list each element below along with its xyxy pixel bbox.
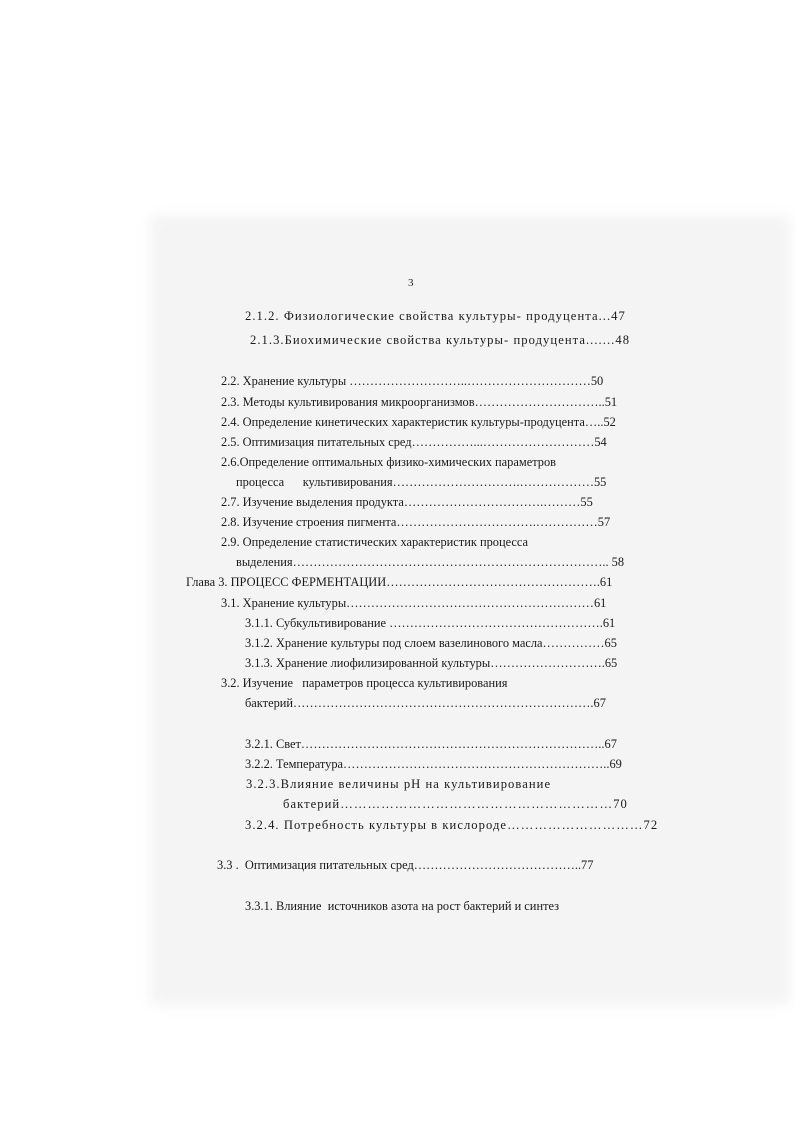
- toc-entry-2-6: 2.6.Определение оптимальных физико-химических параметров: [221, 455, 557, 469]
- toc-entry-3-3: 3.3 . Оптимизация питательных сред…………………………………..77: [217, 858, 594, 872]
- toc-chapter-3: Глава 3. ПРОЦЕСС ФЕРМЕНТАЦИИ…………………………………………….61: [186, 575, 613, 589]
- toc-entry-2-8: 2.8. Изучение строения пигмента…………………………….……………57: [221, 515, 611, 529]
- toc-entry-2-5: 2.5. Оптимизация питательных сред……………...………………………54: [221, 435, 607, 449]
- toc-entry-3-2: 3.2. Изучение параметров процесса культивирования: [221, 676, 508, 690]
- toc-entry-3-2-3: 3.2.3.Влияние величины pH на культивирование: [246, 777, 552, 791]
- toc-entry-2-7: 2.7. Изучение выделения продукта…………………………….………55: [221, 495, 593, 509]
- toc-entry-3-2-cont: бактерий……………………………………………………………….67: [245, 696, 606, 710]
- toc-entry-3-1-3: 3.1.3. Хранение лиофилизированной культуры……………………….65: [245, 656, 618, 670]
- page-number: 3: [408, 277, 414, 289]
- toc-entry-2-4: 2.4. Определение кинетических характеристик культуры-продуцента…..52: [221, 415, 616, 429]
- toc-entry-3-2-2: 3.2.2. Температура………………………………………………………..69: [245, 757, 622, 771]
- toc-entry-3-2-4: 3.2.4. Потребность культуры в кислороде…………………………72: [245, 818, 659, 832]
- toc-entry-3-2-3-cont: бактерий……………………………………………………70: [283, 797, 628, 811]
- toc-entry-3-2-1: 3.2.1. Свет………………………………………………………………..67: [245, 737, 617, 751]
- toc-entry-3-1: 3.1. Хранение культуры……………………………………………………61: [221, 596, 607, 610]
- toc-entry-2-1-3: 2.1.3.Биохимические свойства культуры- продуцента.......48: [250, 333, 631, 347]
- toc-entry-3-1-2: 3.1.2. Хранение культуры под слоем вазелинового масла……………65: [245, 636, 617, 650]
- toc-entry-3-3-1: 3.3.1. Влияние источников азота на рост бактерий и синтез: [245, 899, 560, 913]
- toc-entry-2-2: 2.2. Хранение культуры ………………………..…………………………50: [221, 374, 604, 388]
- toc-entry-2-9: 2.9. Определение статистических характеристик процесса: [221, 535, 529, 549]
- toc-entry-2-3: 2.3. Методы культивирования микроорганизмов…………………………..51: [221, 395, 618, 409]
- toc-entry-2-9-cont: выделения………………………………………………………………….. 58: [236, 555, 625, 569]
- toc-entry-2-1-2: 2.1.2. Физиологические свойства культуры- продуцента...47: [245, 309, 626, 323]
- toc-entry-3-1-1: 3.1.1. Субкультивирование …………………………………………….61: [245, 616, 616, 630]
- toc-entry-2-6-cont: процесса культивирования………………………….………………55: [236, 475, 607, 489]
